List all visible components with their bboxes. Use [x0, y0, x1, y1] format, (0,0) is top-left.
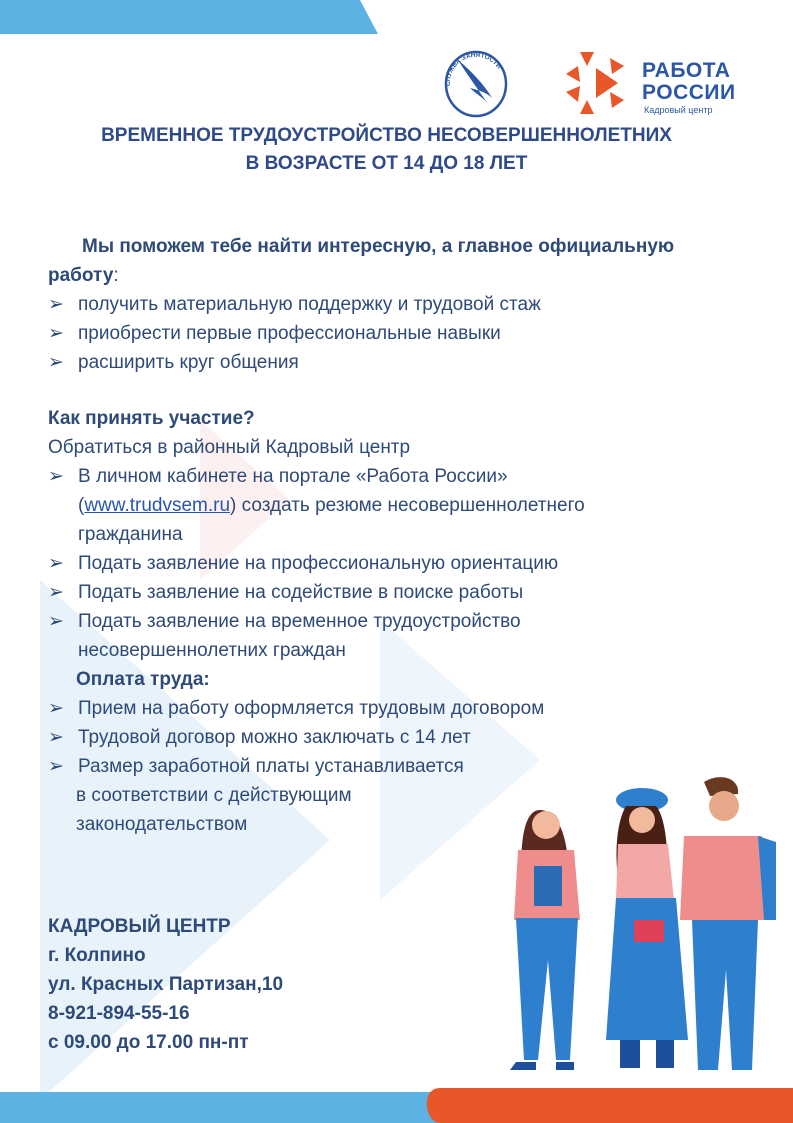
step3-text: Подать заявление на содействие в поиске работы: [78, 582, 524, 603]
title-line-2: В ВОЗРАСТЕ ОТ 14 ДО 18 ЛЕТ: [245, 153, 528, 174]
step2-text: Подать заявление на профессиональную ориентацию: [78, 553, 559, 574]
arrow-bullet-icon: ➢: [48, 352, 64, 373]
pay-item3-line1: Размер заработной платы устанавливается: [78, 756, 464, 777]
step1-line3: гражданина: [78, 524, 183, 545]
rabota-logo-subtitle: Кадровый центр: [644, 105, 713, 115]
intro-line-1: Мы поможем тебе найти интересную, а главное официальную: [82, 236, 675, 257]
pay-item3-line2: в соответствии с действующим: [76, 785, 352, 806]
step-item: [48, 607, 521, 636]
young-people-illustration: [470, 770, 790, 1080]
arrow-bullet-icon: ➢: [48, 582, 64, 603]
step-item: [48, 549, 558, 578]
arrow-bullet-icon: ➢: [48, 323, 64, 344]
arrow-bullet-icon: ➢: [48, 611, 64, 632]
rabota-rossii-logo: [566, 48, 766, 118]
benefit-item: [48, 319, 501, 348]
step1-line1: В личном кабинете на портале «Работа России»: [78, 466, 508, 487]
arrow-bullet-icon: ➢: [48, 756, 64, 777]
pay-item3-line3: законодательством: [76, 814, 248, 835]
paren-open: (: [78, 495, 85, 516]
contact-city: г. Колпино: [48, 945, 146, 966]
title-line-1: ВРЕМЕННОЕ ТРУДОУСТРОЙСТВО НЕСОВЕРШЕННОЛЕТНИХ: [101, 125, 672, 146]
how-subline: Обратиться в районный Кадровый центр: [48, 437, 411, 458]
step-item: [48, 462, 508, 491]
step4-line1: Подать заявление на временное трудоустройство: [78, 611, 521, 632]
rabota-logo-line1: РАБОТА: [642, 59, 731, 82]
girl-left-figure: [510, 810, 580, 1070]
contact-street: ул. Красных Партизан,10: [48, 974, 284, 995]
intro-work-word: работу: [48, 265, 114, 286]
girl-middle-figure: [606, 788, 688, 1068]
page-title: [40, 122, 733, 178]
step1-rest: ) создать резюме несовершеннолетнего: [230, 495, 585, 516]
boy-figure: [680, 777, 776, 1070]
rabota-logo-line2: РОССИИ: [642, 81, 736, 104]
benefit-text: получить материальную поддержку и трудовой стаж: [78, 294, 541, 315]
contact-center-name: КАДРОВЫЙ ЦЕНТР: [48, 916, 231, 937]
step-item: [48, 578, 523, 607]
arrow-bullet-icon: ➢: [48, 294, 64, 315]
pay-item2-text: Трудовой договор можно заключать с 14 лет: [78, 727, 471, 748]
benefit-text: приобрести первые профессиональные навыки: [78, 323, 501, 344]
svg-text:СЛУЖБА ЗАНЯТОСТИ: СЛУЖБА ЗАНЯТОСТИ: [444, 51, 503, 87]
pay-item: [48, 694, 544, 723]
benefit-item: [48, 290, 541, 319]
arrow-bullet-icon: ➢: [48, 466, 64, 487]
step4-line2: несовершеннолетних граждан: [78, 640, 346, 661]
rabota-rossii-mark-icon: [566, 52, 632, 114]
benefit-text: расширить круг общения: [78, 352, 299, 373]
pay-item1-text: Прием на работу оформляется трудовым договором: [78, 698, 545, 719]
pay-item: [48, 752, 464, 781]
step1-line2: [78, 491, 585, 520]
pay-heading: Оплата труда:: [76, 669, 210, 690]
trudvsem-link[interactable]: www.trudvsem.ru: [84, 495, 231, 516]
contact-hours: с 09.00 до 17.00 пн-пт: [48, 1032, 249, 1053]
pay-item: [48, 723, 471, 752]
arrow-bullet-icon: ➢: [48, 727, 64, 748]
footer-stripes: [0, 1088, 793, 1123]
how-heading: Как принять участие?: [48, 408, 255, 429]
eagle-icon: [440, 46, 512, 118]
benefit-item: [48, 348, 299, 377]
contact-phone: 8-921-894-55-16: [48, 1003, 190, 1024]
arrow-bullet-icon: ➢: [48, 553, 64, 574]
intro-colon: :: [113, 265, 119, 286]
top-blue-stripe: [0, 0, 793, 34]
arrow-bullet-icon: ➢: [48, 698, 64, 719]
employment-service-logo: [440, 46, 512, 118]
intro-line-2: [48, 261, 119, 290]
